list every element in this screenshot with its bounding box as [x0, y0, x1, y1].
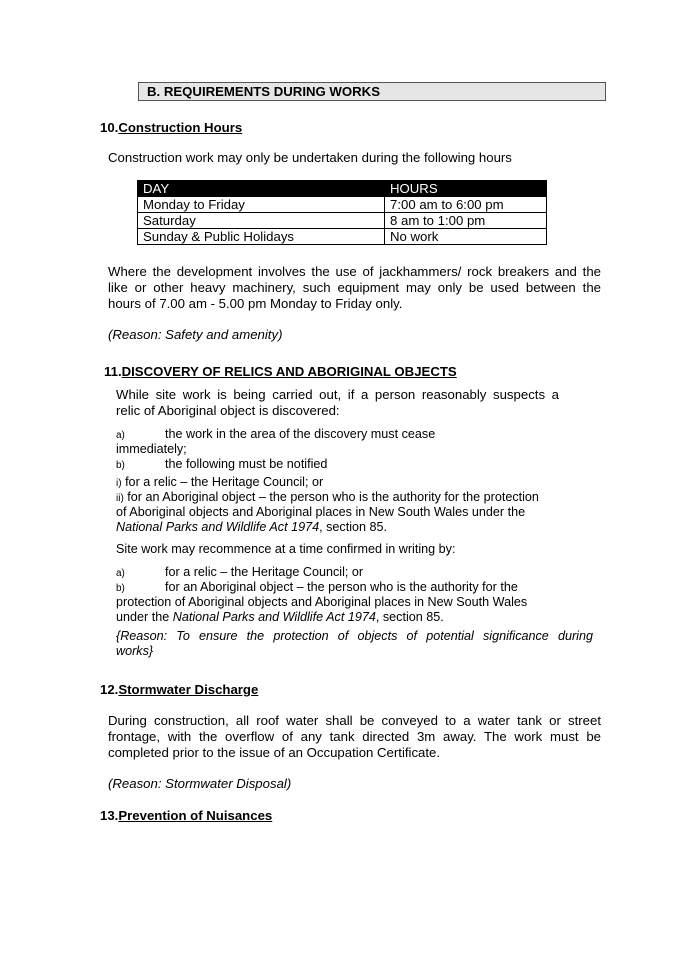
condition-11-intro-line-1: While site work is being carried out, if a person reasonably suspects a [116, 387, 559, 402]
recommence-item-a [116, 565, 364, 581]
list-item-ii-line-2: of Aboriginal objects and Aboriginal places in New South Wales under the [116, 505, 526, 519]
list-label: a) [116, 430, 125, 441]
hours-table-header-day: DAY [138, 181, 385, 197]
list-item-ii [116, 490, 539, 506]
condition-10-title: Construction Hours [118, 120, 243, 135]
list-label: a) [116, 568, 125, 579]
act-name: National Parks and Wildlife Act 1974 [172, 610, 376, 624]
condition-10-para-line-2: like or other heavy machinery, such equipment may only be used between the [108, 280, 601, 295]
condition-13-heading [100, 808, 272, 824]
condition-10-reason: (Reason: Safety and amenity) [108, 327, 283, 342]
condition-10-heading [100, 120, 242, 136]
condition-10-intro: Construction work may only be undertaken during the following hours [108, 150, 512, 165]
condition-11-title: DISCOVERY OF RELICS AND ABORIGINAL OBJECTS [121, 364, 457, 379]
list-item-i [116, 475, 323, 491]
hours-table-header [138, 181, 547, 197]
table-cell: Monday to Friday [138, 197, 385, 213]
table-cell: No work [385, 229, 547, 245]
recommence-text: Site work may recommence at a time confirmed in writing by: [116, 542, 456, 556]
table-row [138, 197, 547, 213]
condition-12-heading [100, 682, 258, 698]
condition-11-reason-line-1: {Reason: To ensure the protection of objects of potential significance during [116, 629, 593, 643]
condition-11-intro-line-2: relic of Aboriginal object is discovered: [116, 403, 340, 418]
table-cell: 8 am to 1:00 pm [385, 213, 547, 229]
list-item-ii-line-3 [116, 520, 387, 535]
condition-12-title: Stormwater Discharge [118, 682, 259, 697]
condition-10-para-line-1: Where the development involves the use of jackhammers/ rock breakers and the [108, 264, 601, 279]
list-text: the work in the area of the discovery must cease [165, 427, 436, 441]
section-header [138, 82, 606, 101]
list-item-a-continued: immediately; [116, 442, 187, 456]
recommence-item-b-line-3 [116, 610, 444, 625]
table-cell: Saturday [138, 213, 385, 229]
condition-13-title: Prevention of Nuisances [118, 808, 273, 823]
hours-table [137, 180, 547, 245]
condition-10-number: 10. [100, 120, 119, 135]
table-row [138, 213, 547, 229]
list-label: b) [116, 460, 125, 471]
list-text: for a relic – the Heritage Council; or [125, 475, 324, 489]
condition-13-number: 13. [100, 808, 119, 823]
list-label: b) [116, 583, 125, 594]
act-section: , section 85. [375, 610, 444, 624]
list-text: for an Aboriginal object – the person who is the authority for the [165, 580, 518, 594]
list-text: for an Aboriginal object – the person who is the authority for the protection [127, 490, 539, 504]
table-cell: 7:00 am to 6:00 pm [385, 197, 547, 213]
condition-11-reason-line-2: works} [116, 644, 154, 658]
condition-12-number: 12. [100, 682, 119, 697]
condition-10-para-line-3: hours of 7.00 am - 5.00 pm Monday to Friday only. [108, 296, 403, 311]
condition-11-number: 11. [104, 364, 122, 379]
section-header-text: B. REQUIREMENTS DURING WORKS [147, 84, 380, 99]
table-cell: Sunday & Public Holidays [138, 229, 385, 245]
list-text: the following must be notified [165, 457, 328, 471]
list-text: for a relic – the Heritage Council; or [165, 565, 364, 579]
condition-12-para-line-3: completed prior to the issue of an Occupation Certificate. [108, 745, 441, 760]
list-item-a [116, 427, 436, 443]
hours-table-header-hours: HOURS [385, 181, 547, 197]
act-name: National Parks and Wildlife Act 1974 [116, 520, 320, 534]
recommence-item-b-line-2: protection of Aboriginal objects and Aboriginal places in New South Wales [116, 595, 528, 609]
condition-12-para-line-2: frontage, with the overflow of any tank directed 3m away. The work must be [108, 729, 601, 744]
list-label: ii) [116, 493, 124, 504]
recommence-item-b [116, 580, 518, 596]
table-row [138, 229, 547, 245]
condition-12-para-line-1: During construction, all roof water shall be conveyed to a water tank or street [108, 713, 601, 728]
act-prefix: under the [116, 610, 173, 624]
list-label: i) [116, 478, 122, 489]
condition-11-heading [104, 364, 457, 380]
list-item-b [116, 457, 328, 473]
condition-12-reason: (Reason: Stormwater Disposal) [108, 776, 292, 791]
act-section: , section 85. [319, 520, 388, 534]
